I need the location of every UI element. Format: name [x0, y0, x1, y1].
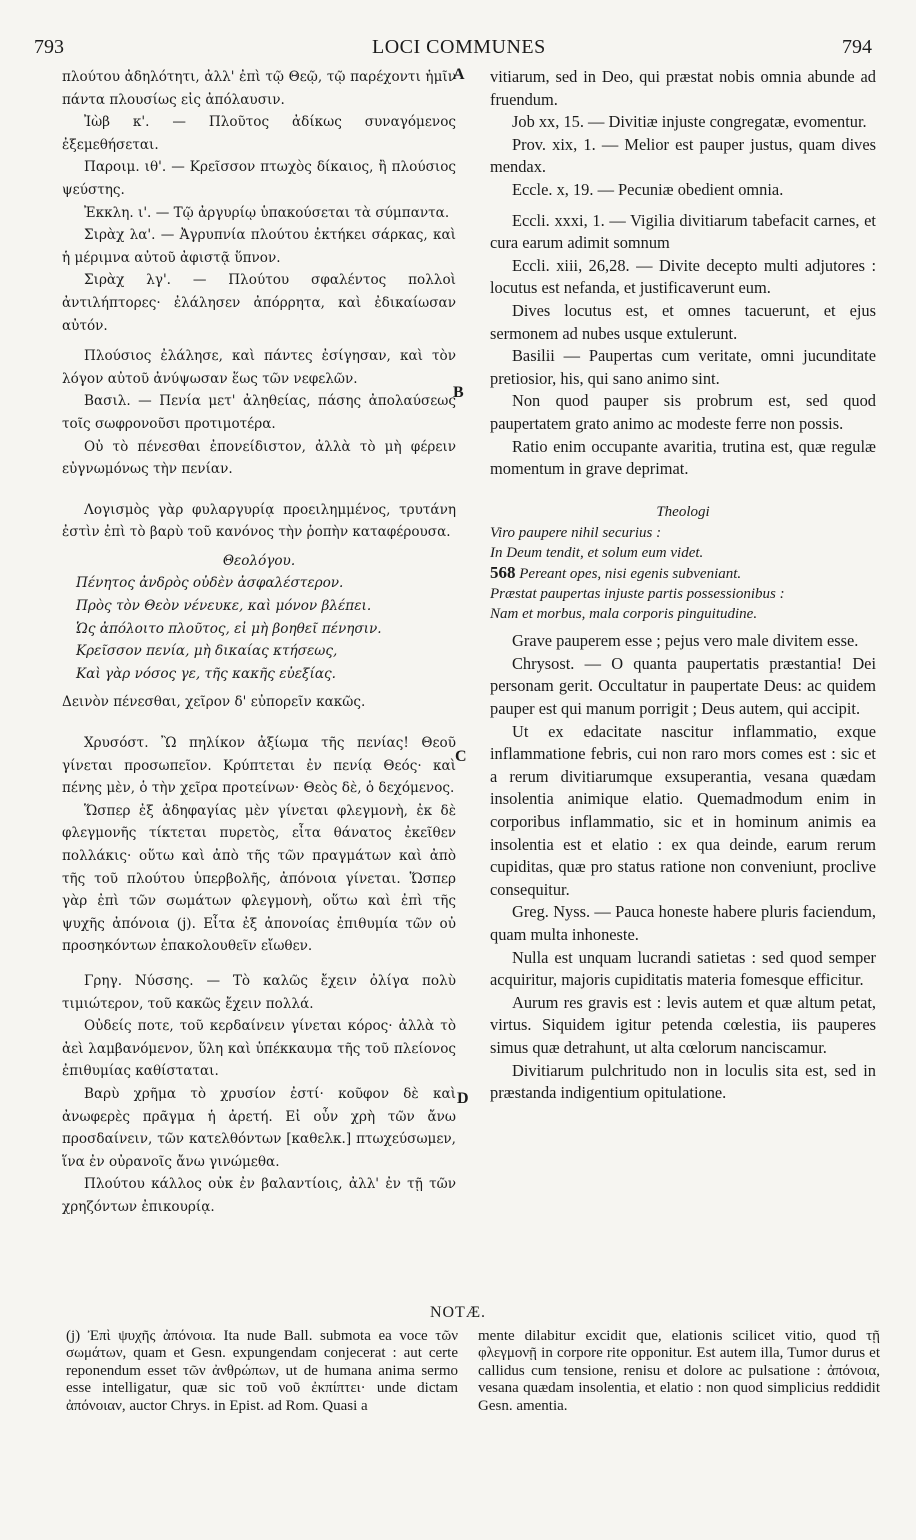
latin-text: Dives locutus est, et omnes tacuerunt, et ejus sermonem ad nubes usque extulerunt.	[490, 300, 876, 343]
running-title: LOCI COMMUNES	[372, 36, 546, 58]
latin-text: Basilii — Paupertas cum veritate, omni jucunditate pretiosior, his, qui sano animo sint.	[490, 346, 876, 388]
latin-text: vitiarum, sed in Deo, qui præstat nobis omnia abunde ad fruendum.	[490, 67, 876, 109]
latin-text: Prov. xix, 1. — Melior est pauper justus, quam dives mendax.	[490, 134, 876, 177]
latin-text: Grave pauperem esse ; pejus vero male divitem esse.	[512, 631, 859, 651]
latin-text: Job xx, 15. — Divitiæ injuste congregatæ, evomentur.	[512, 112, 867, 132]
greek-text: Οὐ τὸ πένεσθαι ἐπονείδιστον, ἀλλὰ τὸ μὴ φέρειν εὐγνωμόνως τὴν πενίαν.	[62, 438, 456, 478]
greek-text: πλούτου ἀδηλότητι, ἀλλ' ἐπὶ τῷ Θεῷ, τῷ παρέχοντι ἡμῖν πάντα πλουσίως εἰς ἀπόλαυσιν.	[62, 69, 456, 108]
latin-text: Chrysost. — O quanta paupertatis præstantia! Dei personam gerit. Occultatur in paupertate Deus: ac quidem pauper est qui manum porrigit ; Deus autem, qui accipit.	[490, 653, 876, 719]
greek-text: Σιρὰχ λα'. — Ἀγρυπνία πλούτου ἐκτήκει σάρκας, καὶ ἡ μέριμνα αὐτοῦ ἀφιστᾷ ὕπνον.	[62, 227, 456, 266]
latin-section-title: Theologi	[656, 503, 710, 520]
latin-text: Eccli. xiii, 26,28. — Divite decepto multi adjutores : locutus est nefanda, et justificaverunt eum.	[490, 255, 876, 298]
greek-text: Παροιμ. ιθ'. — Κρεῖσσον πτωχὸς δίκαιος, ἢ πλούσιος ψεύστης.	[62, 159, 456, 198]
greek-text: Χρυσόστ. Ὢ πηλίκον ἀξίωμα τῆς πενίας! Θεοῦ γίνεται προσωπεῖον. Κρύπτεται ἐν πενίᾳ Θεός· καὶ πένης μὲν, ὁ τὴν χεῖρα προτείνων· Θεὸς δὲ, ὁ δεχόμενος.	[62, 735, 456, 797]
margin-letter-b: B	[453, 384, 464, 401]
footnote-left	[66, 1328, 458, 1415]
page-header	[0, 36, 916, 62]
margin-letter-a: A	[453, 66, 465, 83]
footnote-text: (j) Ἐπὶ ψυχῆς ἀπόνοια. Ita nude Ball. submota ea voce τῶν σωμάτων, quam et Gesn. expungendam conjecerat : aut certe reponendum esset τῶν ἀνθρώπων, ut de humana anima sermo esse intelligatur, quæ sic τοῦ νοῦ ἐκπίπτει· unde dictam ἀπόνοιαν, auctor Chrys. in Epist. ad Rom. Quasi a	[66, 1328, 458, 1414]
greek-verse: Πρὸς τὸν Θεὸν νένευκε, καὶ μόνον βλέπει.	[76, 598, 372, 615]
latin-text: Eccle. x, 19. — Pecuniæ obedient omnia.	[512, 179, 784, 199]
greek-text: Πλούσιος ἐλάλησε, καὶ πάντες ἐσίγησαν, καὶ τὸν λόγον αὐτοῦ ἀνύψωσαν ἕως τῶν νεφελῶν.	[62, 348, 456, 387]
greek-text: Ὥσπερ ἐξ ἀδηφαγίας μὲν γίνεται φλεγμονὴ, ἐκ δὲ φλεγμονῆς τίκτεται πυρετὸς, εἶτα θάνατος ἐκεῖθεν πολλάκις· οὕτω καὶ ἀπὸ τῆς τῶν πραγμάτων καὶ ἀπὸ τῆς τοῦ πλούτου ὑπερβολῆς, ἀπόνοια γίνεται. Ὥσπερ γὰρ ἐπὶ τῶν σωμάτων φλεγμονὴ, οὕτω καὶ ἐπὶ τῆς ψυχῆς ἀπόνοια (j). Εἶτα ἐξ ἀπονοίας ἐπιθυμία τῶν οὐ προσηκόντων ἐπακολουθεῖν εἴωθεν.	[62, 802, 456, 955]
greek-text: Δεινὸν πένεσθαι, χεῖρον δ' εὐπορεῖν κακῶς.	[62, 694, 366, 711]
greek-text: Γρηγ. Νύσσης. — Τὸ καλῶς ἔχειν ὀλίγα πολὺ τιμιώτερον, τοῦ κακῶς ἔχειν πολλά.	[62, 972, 456, 1012]
latin-column	[490, 66, 876, 1105]
greek-text: Λογισμὸς γὰρ φυλαργυρίᾳ προειλημμένος, τρυτάνη ἐστὶν ἐπὶ τὸ βαρὺ τοῦ κανόνος τὴν ῥοπὴν καταφέρουσα.	[62, 501, 456, 541]
latin-text: Eccli. xxxi, 1. — Vigilia divitiarum tabefacit carnes, et cura earum adimit somnum	[490, 210, 876, 253]
latin-verse: Pereant opes, nisi egenis subveniant.	[519, 566, 742, 583]
right-page-number: 794	[842, 36, 872, 58]
latin-verse: Nam et morbus, mala corporis pinguitudine.	[490, 606, 758, 623]
greek-column	[62, 66, 456, 1219]
greek-text: Σιρὰχ λγ'. — Πλούτου σφαλέντος πολλοὶ ἀντιλήπτορες· ἐλάλησεν ἀπόρρητα, καὶ ἐδικαίωσαν αὐτόν.	[62, 272, 456, 334]
footnote-text: mente dilabitur excidit que, elationis scilicet vitio, quod τῇ φλεγμονῇ in corpore rite opponitur. Est autem illa, Tumor durus et callidus cum tensione, renisu et dolore ac pulsatione : ἀπόνοια, vesana quædam insolentia, et elatio : non quod simplicius reddidit Gesn. amentia.	[478, 1328, 880, 1414]
left-page-number: 793	[34, 36, 64, 58]
latin-text: Greg. Nyss. — Pauca honeste habere pluris faciendum, quam multa inhoneste.	[490, 902, 876, 944]
latin-text: Aurum res gravis est : levis autem et quæ altum petat, virtus. Siquidem igitur petenda cœlestia, iis pauperes simus quæ detrahunt, ut alta cœlorum nanciscamur.	[490, 992, 876, 1057]
latin-text: Nulla est unquam lucrandi satietas : sed quod semper acquiritur, majoris cupiditatis materia fomesque efficitur.	[490, 947, 876, 990]
latin-verse: In Deum tendit, et solum eum videt.	[490, 545, 704, 562]
latin-verse: Viro paupere nihil securius :	[490, 525, 662, 542]
latin-text: Non quod pauper sis probrum est, sed quod paupertatem grato animo ac modeste ferre non possis.	[490, 391, 876, 433]
greek-text: Οὐδείς ποτε, τοῦ κερδαίνειν γίνεται κόρος· ἀλλὰ τὸ ἀεὶ λαμβανόμενον, ὕλη καὶ ὑπέκκαυμα τῆς τοῦ πλείονος ἐπιθυμίας καθίσταται.	[62, 1018, 456, 1080]
greek-verse: Κρεῖσσον πενία, μὴ δικαίας κτήσεως,	[76, 643, 338, 660]
column-number: 568	[490, 563, 516, 583]
greek-verse: Ὡς ἀπόλοιτο πλοῦτος, εἰ μὴ βοηθεῖ πένησιν.	[76, 620, 382, 637]
greek-text: Βαρὺ χρῆμα τὸ χρυσίον ἐστί· κοῦφον δὲ καὶ ἀνωφερὲς πρᾶγμα ἡ ἀρετή. Εἰ οὖν χρὴ τῶν ἄνω προσδαίνειν, τῶν κατελθόντων [καθελκ.] πτωχεύσωμεν, ἵνα ἐν οὐρανοῖς ἄνω γινώμεθα.	[62, 1085, 456, 1170]
greek-verse: Καὶ γὰρ νόσος γε, τῆς κακῆς εὐεξίας.	[76, 665, 336, 682]
notes-heading: NOTÆ.	[429, 1304, 487, 1321]
greek-text: Ἰὼβ κ'. — Πλοῦτος ἀδίκως συναγόμενος ἐξεμεθήσεται.	[62, 114, 456, 153]
greek-text: Ἐκκλη. ι'. — Τῷ ἀργυρίῳ ὑπακούσεται τὰ σύμπαντα.	[84, 204, 450, 221]
latin-text: Divitiarum pulchritudo non in loculis sita est, sed in præstanda indigentium opitulatione.	[490, 1060, 876, 1103]
latin-verse: Præstat paupertas injuste partis possessionibus :	[490, 586, 785, 603]
greek-section-title: Θεολόγου.	[222, 552, 296, 569]
footnote-right	[478, 1328, 880, 1415]
margin-letter-d: D	[457, 1090, 469, 1107]
greek-text: Βασιλ. — Πενία μετ' ἀληθείας, πάσης ἀπολαύσεως τοῖς σωφρονοῦσι προτιμοτέρα.	[62, 393, 456, 432]
latin-text: Ratio enim occupante avaritia, trutina est, quæ regulæ momentum in grave deprimat.	[490, 436, 876, 479]
greek-verse: Πένητος ἀνδρὸς οὐδὲν ἀσφαλέστερον.	[76, 575, 344, 592]
latin-text: Ut ex edacitate nascitur inflammatio, exque inflammatione febris, cui non raro mors comes est : sic et a rerum divitiarumque exsuperantia, vesana quædam insolentia animique elatio. Quemadmodum enim in corporibus inflammatio, sic et in hominum animis ea insolentia est et elatio : ex qua deinde, earum rerum cupiditas, quæ pro status ratione non conveniunt, proclive consequitur.	[490, 721, 876, 899]
greek-text: Πλούτου κάλλος οὐκ ἐν βαλαντίοις, ἀλλ' ἐν τῇ τῶν χρηζόντων ἐπικουρίᾳ.	[62, 1176, 456, 1215]
margin-letter-c: C	[455, 748, 467, 765]
